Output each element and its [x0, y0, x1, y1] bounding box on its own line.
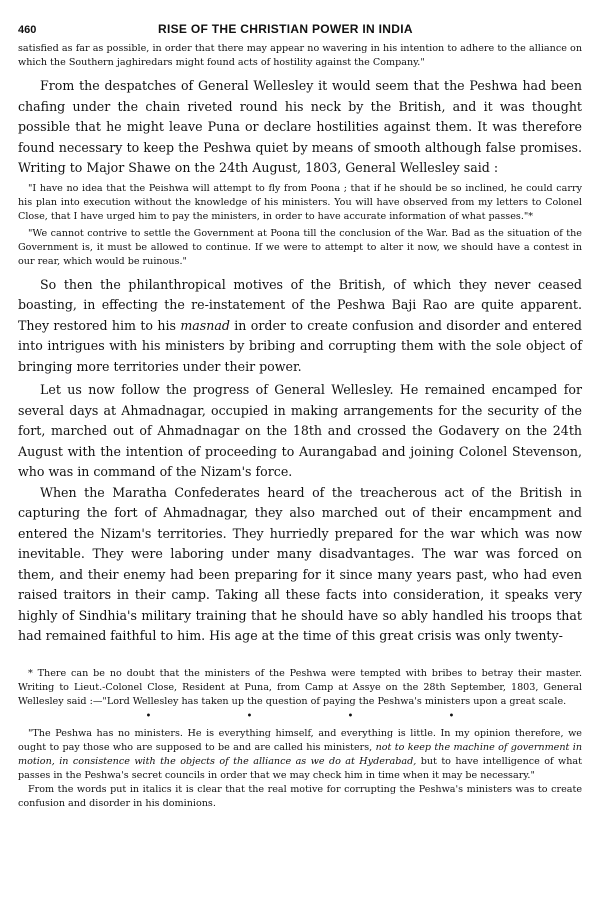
page-header — [18, 18, 582, 42]
dot: • — [448, 710, 455, 722]
italic-passage: not to keep the machine of government in motion, in consistence with the objects of the alliance as we do at Hyderabad, — [18, 741, 582, 767]
ellipsis-dots — [18, 709, 582, 727]
quote-continuation: satisfied as far as possible, in order that there may appear no wavering in his intention to adhere to the alliance on which the Southern jaghiredars might found acts of hostility against the Company." — [18, 43, 582, 68]
dot: • — [246, 710, 253, 722]
text-run: but to have intelligence of what passes in the Peshwa's secret councils in order that we may check him in time when it may be necessary." — [18, 755, 582, 781]
footnote-no-ministers — [18, 727, 582, 783]
page-number: 460 — [18, 24, 37, 36]
text-run: So then the philanthropical motives of the British, of which they never ceased boasting, in effecting the re-instatement of the Peshwa Baji Rao are quite apparent. They restored him to his — [18, 276, 582, 333]
text-run: in order to create confusion and disorder and entered into intrigues with his ministers by bribing and corrupting them with the sole object of bringing more territories under their power. — [18, 317, 582, 374]
running-head: RISE OF THE CHRISTIAN POWER IN INDIA — [158, 22, 413, 36]
italic-masnad: masnad — [180, 317, 230, 333]
quote-settle-government: "We cannot contrive to settle the Government at Poona till the conclusion of the War. Bad as the situation of the Government is, it must be allowed to continue. If we were to attempt to alter it now, we should have a contest in our rear, which would be ruinous." — [18, 227, 582, 267]
paragraph-maratha-confederates: When the Maratha Confederates heard of the treacherous act of the British in capturing the fort of Ahmadnagar, they also marched out of their encampment and entered the Nizam's territories. They hurriedly prepared for the war which was now inevitable. They were laboring under many disadvantages. The war was forced on them, and their enemy had been preparing for it since many years past, who had even raised traitors in their camp. Taking all these facts into consideration, it speaks very highly of Sindhia's military training that he should have so ably handled his troops that had remained faithful to him. His age at the time of this great crisis was only twenty- — [18, 484, 582, 643]
paragraph-despatches: From the despatches of General Wellesley it would seem that the Peshwa had been chafing under the chain riveted round his neck by the British, and it was thought possible that he might leave Puna or declare hostilities against them. It was therefore found necessary to keep the Peshwa quiet by means of smooth although false promises. Writing to Major Shawe on the 24th August, 1803, General Wellesley said : — [18, 78, 582, 175]
paragraph-wellesley-progress: Let us now follow the progress of General Wellesley. He remained encamped for several days at Ahmadnagar, occupied in making arrangements for the security of the fort, marched out of Ahmadnagar on the 18th and crossed the Godavery on the 24th August with the intention of proceeding to Aurangabad and joining Colonel Stevenson, who was in command of the Nizam's force. — [18, 382, 582, 479]
footnote-bribes: * There can be no doubt that the ministers of the Peshwa were tempted with bribes to betray their master. Writing to Lieut.-Colonel Close, Resident at Puna, from Camp at Assye on the 28th September, 1803, General Wellesley said :—"Lord Wellesley has taken up the question of paying the Peshwa's ministers upon a great scale. — [18, 667, 582, 707]
dot: • — [145, 710, 152, 722]
paragraph-philanthropical-motives — [18, 275, 582, 378]
quote-peishwa-fly: "I have no idea that the Peishwa will attempt to fly from Poona ; that if he should be so inclined, he could carry his plan into execution without the knowledge of his ministers. You will have observed from my letters to Colonel Close, that I have urged him to pay the ministers, in order to have accurate information of what passes."* — [18, 182, 582, 222]
dot: • — [347, 710, 354, 722]
footnote-italics-conclusion: From the words put in italics it is clear that the real motive for corrupting the Peshwa's ministers was to create confusion and disorder in his dominions. — [18, 783, 582, 809]
text-run: "The Peshwa has no ministers. He is everything himself, and everything is little. In my opinion therefore, we ought to pay those who are supposed to be and are called his ministers, — [18, 727, 582, 753]
book-page — [18, 18, 582, 811]
footnote-separator — [18, 647, 582, 667]
